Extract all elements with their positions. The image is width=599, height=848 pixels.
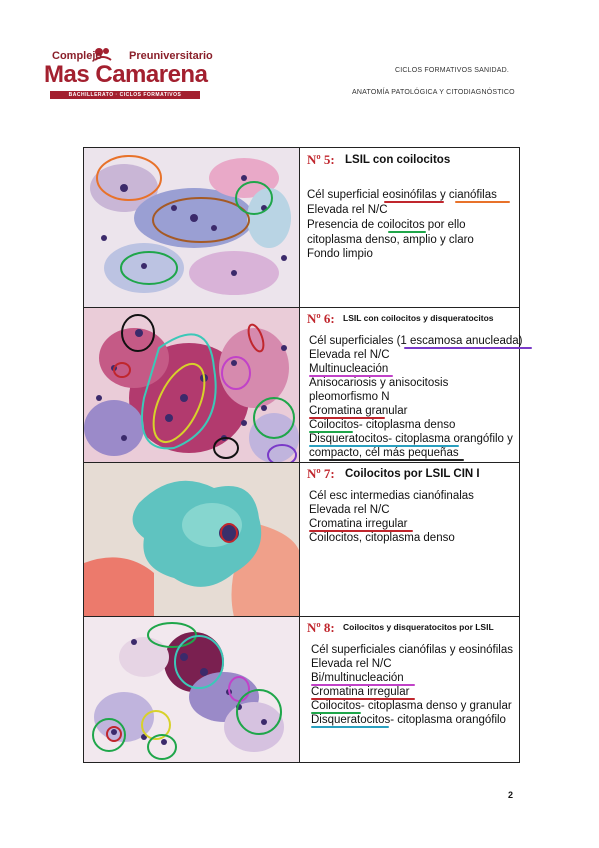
finding-line: compacto, cél más pequeñas xyxy=(309,447,459,459)
finding-line: Cél superficiales (1 escamosa anucleada) xyxy=(309,335,523,347)
finding-line: Cél superficiales cianófilas y eosinófilas xyxy=(311,644,513,656)
finding-line: Disqueratocitos- citoplasma orangófilo y xyxy=(309,433,513,445)
logo-line3: BACHILLERATO · CICLOS FORMATIVOS xyxy=(50,91,200,99)
highlight-underline xyxy=(388,231,426,233)
logo-line2: Mas Camarena xyxy=(44,61,208,88)
case-row-5 xyxy=(84,148,519,308)
finding-line: pleomorfismo N xyxy=(309,391,390,403)
logo xyxy=(44,46,214,104)
case-row-7 xyxy=(84,463,519,617)
finding-line: Elevada rel N/C xyxy=(309,349,390,361)
micrograph-6 xyxy=(84,308,300,462)
case-title: Coilocitos por LSIL CIN I xyxy=(345,468,480,480)
finding-line: Fondo limpio xyxy=(307,248,373,260)
highlight-underline xyxy=(309,459,464,461)
highlight-underline xyxy=(311,726,389,728)
case-title: Coilocitos y disqueratocitos por LSIL xyxy=(343,622,494,632)
finding-line: Elevada rel N/C xyxy=(311,658,392,670)
case-number: Nº 5: xyxy=(307,152,335,167)
finding-line: Coilocitos- citoplasma denso xyxy=(309,419,456,431)
finding-line: Multinucleación xyxy=(309,363,389,375)
highlight-underline xyxy=(311,698,415,700)
highlight-underline xyxy=(455,201,510,203)
finding-line: Elevada rel N/C xyxy=(309,504,390,516)
finding-line: citoplasma denso, amplio y claro xyxy=(307,234,474,246)
highlight-underline xyxy=(309,445,459,447)
highlight-underline xyxy=(309,417,385,419)
case-number: Nº 8: xyxy=(307,620,335,635)
finding-line: Anisocariosis y anisocitosis xyxy=(309,377,449,389)
case-title: LSIL con coilocitos xyxy=(345,154,451,166)
finding-line: Coilocitos- citoplasma denso y granular xyxy=(311,700,512,712)
highlight-underline xyxy=(404,347,532,349)
case-number: Nº 6: xyxy=(307,311,335,326)
finding-line: Coilocitos, citoplasma denso xyxy=(309,532,455,544)
logo-line1b: Preuniversitario xyxy=(129,50,213,62)
finding-line: Cél superficial eosinófilas y cianófilas xyxy=(307,189,497,201)
case-number: Nº 7: xyxy=(307,466,335,481)
highlight-underline xyxy=(309,431,353,433)
highlight-underline xyxy=(309,375,393,377)
case-row-8 xyxy=(84,617,519,762)
finding-line: Bi/multinucleación xyxy=(311,672,404,684)
highlight-underline xyxy=(384,201,444,203)
case-row-6 xyxy=(84,308,523,463)
finding-line: Cél esc intermedias cianófinalas xyxy=(309,490,474,502)
case-title: LSIL con coilocitos y disqueratocitos xyxy=(343,313,494,323)
finding-line: Elevada rel N/C xyxy=(307,204,388,216)
micrograph-7 xyxy=(84,463,300,616)
case-table xyxy=(83,147,523,763)
page-number: 2 xyxy=(508,790,514,800)
finding-line: Disqueratocitos- citoplasma orangófilo xyxy=(311,714,506,726)
highlight-underline xyxy=(311,684,415,686)
highlight-underline xyxy=(311,712,361,714)
finding-line: Presencia de coilocitos por ello xyxy=(307,219,466,231)
finding-line: Cromatina granular xyxy=(309,405,408,417)
finding-line: Cromatina irregular xyxy=(309,518,408,530)
finding-line: Cromatina irregular xyxy=(311,686,410,698)
logo-line1a: Complejo xyxy=(52,50,103,62)
highlight-underline xyxy=(309,530,413,532)
header-line1: CICLOS FORMATIVOS SANIDAD. xyxy=(395,67,509,74)
header-line2: ANATOMÍA PATOLÓGICA Y CITODIAGNÓSTICO xyxy=(352,89,515,96)
micrograph-5 xyxy=(84,148,300,307)
micrograph-8 xyxy=(84,617,300,762)
